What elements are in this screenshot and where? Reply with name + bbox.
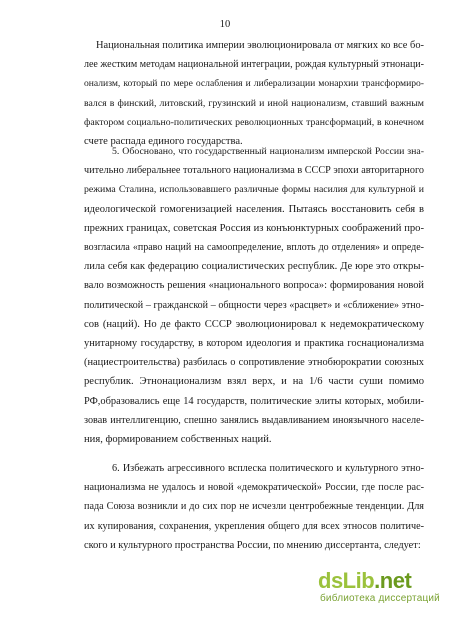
text-line: национализма не удалось и новой «демократической» России, где после рас- — [84, 482, 424, 494]
text-line: сов (наций). Но де факто СССР эволюционировал к недемократическому — [84, 318, 424, 330]
text-line: лее жестким методам национальной интеграции, рождая культурный этнонаци- — [84, 59, 424, 71]
text-line: республик. Этнонационализм взял верх, и на 1/6 части суши помимо — [84, 376, 424, 388]
text-line: лила себя как федерацию социалистических республик. Де юре это откры- — [84, 261, 424, 273]
text-line: возгласила «право наций на самоопределение, вплоть до отделения» и опреде- — [84, 242, 424, 254]
text-line: политической – гражданской – общности через «расцвет» и «сближение» этно- — [84, 299, 424, 311]
text-line: унитарному государству, в котором идеология и практика госнационализма — [84, 338, 424, 350]
paragraph-2 — [84, 142, 424, 449]
text-line: их купирования, сохранения, укрепления общего для всех этносов политиче- — [84, 520, 424, 532]
text-line: онализм, который по мере ослабления и либерализации монархии трансформиро- — [84, 78, 424, 90]
watermark-logo-main: dsLib — [318, 568, 375, 593]
text-line: счете распада единого государства. — [84, 136, 243, 148]
text-line: Национальная политика империи эволюционировала от мягких ко все бо- — [96, 40, 424, 51]
text-line: РФ,образовались еще 14 государств, политические элиты которых, мобили- — [84, 395, 424, 407]
watermark-logo-suffix: .net — [374, 568, 412, 593]
text-line: 6. Избежать агрессивного всплеска политического и культурного этно- — [112, 463, 424, 474]
text-line: идеологической гомогенизацией населения. Пытаясь восстановить себя в — [84, 203, 424, 215]
text-line: (нациестроительства) разбилась о сопротивление этнобюрократии союзных — [84, 357, 424, 369]
text-line: чительно либеральнее тотального национализма в СССР эпохи авторитарного — [84, 165, 424, 177]
text-line: пада Союза возникли и до сих пор не исчезли центробежные тенденции. Для — [84, 501, 424, 513]
text-line: 5. Обосновано, что государственный национализм имперской России зна- — [112, 146, 424, 157]
text-line: ния, формированием собственных наций. — [84, 434, 272, 446]
watermark — [318, 569, 442, 609]
watermark-caption: библиотека диссертаций — [320, 593, 440, 604]
paragraph-1 — [84, 36, 424, 151]
text-line: ского и культурного пространства России, по мнению диссертанта, следует: — [84, 539, 421, 551]
text-line: вался в финский, литовский, грузинский и иной национализм, ставший важным — [84, 97, 424, 109]
watermark-logo — [318, 569, 411, 593]
page-number: 10 — [219, 19, 231, 30]
text-line: фактором социально-политических революционных трансформаций, в конечном — [84, 116, 424, 128]
text-line: вало возможность решения «национального вопроса»: формирования новой — [84, 280, 424, 292]
text-line: прежних границах, советская Россия из конъюнктурных соображений про- — [84, 222, 424, 234]
text-line: режима Сталина, использовавшего различные формы насилия для культурной и — [84, 184, 424, 196]
text-line: зовав интеллигенцию, спешно занялись выдавливанием иноязычного населе- — [84, 414, 424, 426]
paragraph-3 — [84, 459, 424, 555]
